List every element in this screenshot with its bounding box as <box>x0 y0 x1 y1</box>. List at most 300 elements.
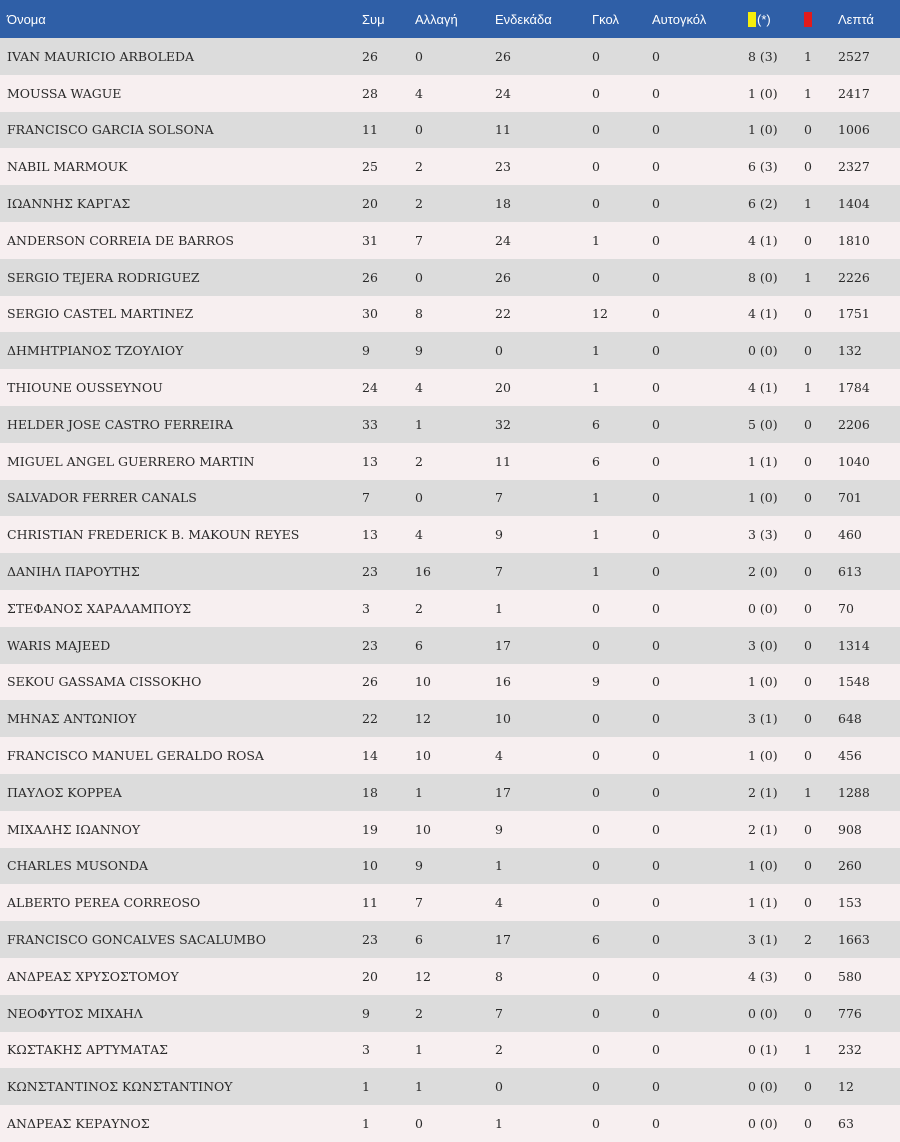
cell-apps: 24 <box>362 380 378 396</box>
cell-red-cards: 0 <box>804 1005 812 1021</box>
cell-red-cards: 0 <box>804 490 812 506</box>
cell-name: SALVADOR FERRER CANALS <box>7 490 197 506</box>
cell-starts: 22 <box>495 306 511 322</box>
yellow-card-icon <box>748 12 756 27</box>
cell-red-cards: 1 <box>804 1042 812 1058</box>
table-row <box>0 516 900 553</box>
cell-subs: 4 <box>415 380 423 396</box>
cell-apps: 20 <box>362 968 378 984</box>
cell-own-goals: 0 <box>652 858 660 874</box>
cell-yellow-cards: 4 (1) <box>748 380 778 396</box>
cell-subs: 12 <box>415 968 431 984</box>
table-row <box>0 737 900 774</box>
cell-minutes: 1751 <box>838 306 870 322</box>
cell-subs: 0 <box>415 122 423 138</box>
cell-minutes: 1548 <box>838 674 870 690</box>
cell-own-goals: 0 <box>652 416 660 432</box>
cell-subs: 0 <box>415 490 423 506</box>
table-row <box>0 553 900 590</box>
cell-name: ΜΗΝΑΣ ΑΝΤΩΝΙΟΥ <box>7 711 137 727</box>
cell-name: ANDERSON CORREIA DE BARROS <box>7 232 234 248</box>
cell-yellow-cards: 1 (1) <box>748 895 778 911</box>
cell-subs: 7 <box>415 895 423 911</box>
cell-subs: 10 <box>415 674 431 690</box>
cell-starts: 7 <box>495 564 503 580</box>
cell-apps: 11 <box>362 895 378 911</box>
cell-apps: 23 <box>362 564 378 580</box>
cell-own-goals: 0 <box>652 232 660 248</box>
cell-subs: 6 <box>415 932 423 948</box>
header-starts[interactable]: Ενδεκάδα <box>495 11 552 27</box>
cell-own-goals: 0 <box>652 968 660 984</box>
table-row <box>0 700 900 737</box>
cell-starts: 17 <box>495 932 511 948</box>
cell-yellow-cards: 3 (1) <box>748 711 778 727</box>
cell-subs: 1 <box>415 784 423 800</box>
header-subs[interactable]: Αλλαγή <box>415 11 458 27</box>
table-row <box>0 259 900 296</box>
cell-yellow-cards: 3 (0) <box>748 637 778 653</box>
table-row <box>0 1068 900 1105</box>
cell-red-cards: 0 <box>804 122 812 138</box>
cell-red-cards: 0 <box>804 343 812 359</box>
cell-subs: 1 <box>415 416 423 432</box>
cell-yellow-cards: 1 (0) <box>748 85 778 101</box>
cell-goals: 0 <box>592 196 600 212</box>
cell-subs: 0 <box>415 269 423 285</box>
cell-own-goals: 0 <box>652 1042 660 1058</box>
cell-subs: 2 <box>415 1005 423 1021</box>
header-own-goals[interactable]: Αυτογκόλ <box>652 11 707 27</box>
cell-own-goals: 0 <box>652 932 660 948</box>
table-row <box>0 590 900 627</box>
cell-starts: 24 <box>495 85 511 101</box>
cell-minutes: 2327 <box>838 159 870 175</box>
cell-minutes: 2226 <box>838 269 870 285</box>
cell-yellow-cards: 6 (2) <box>748 196 778 212</box>
cell-minutes: 1006 <box>838 122 870 138</box>
cell-yellow-cards: 1 (1) <box>748 453 778 469</box>
cell-red-cards: 1 <box>804 784 812 800</box>
table-row <box>0 369 900 406</box>
cell-own-goals: 0 <box>652 1116 660 1131</box>
cell-starts: 32 <box>495 416 511 432</box>
cell-goals: 0 <box>592 269 600 285</box>
cell-own-goals: 0 <box>652 1079 660 1095</box>
cell-subs: 2 <box>415 600 423 616</box>
cell-starts: 18 <box>495 196 511 212</box>
cell-apps: 1 <box>362 1079 370 1095</box>
cell-starts: 4 <box>495 895 503 911</box>
table-row <box>0 112 900 149</box>
cell-minutes: 613 <box>838 564 862 580</box>
cell-red-cards: 1 <box>804 269 812 285</box>
cell-red-cards: 0 <box>804 821 812 837</box>
cell-starts: 0 <box>495 343 503 359</box>
cell-starts: 7 <box>495 490 503 506</box>
cell-yellow-cards: 4 (3) <box>748 968 778 984</box>
cell-starts: 1 <box>495 600 503 616</box>
cell-apps: 9 <box>362 1005 370 1021</box>
cell-minutes: 1404 <box>838 196 870 212</box>
cell-name: SERGIO TEJERA RODRIGUEZ <box>7 269 200 285</box>
cell-own-goals: 0 <box>652 748 660 764</box>
cell-own-goals: 0 <box>652 490 660 506</box>
cell-yellow-cards: 2 (0) <box>748 564 778 580</box>
cell-own-goals: 0 <box>652 380 660 396</box>
cell-name: THIOUNE OUSSEYNOU <box>7 380 163 396</box>
cell-subs: 8 <box>415 306 423 322</box>
table-row <box>0 921 900 958</box>
cell-minutes: 70 <box>838 600 854 616</box>
cell-minutes: 232 <box>838 1042 862 1058</box>
cell-goals: 0 <box>592 637 600 653</box>
cell-subs: 6 <box>415 637 423 653</box>
cell-goals: 0 <box>592 748 600 764</box>
cell-name: ΠΑΥΛΟΣ ΚΟΡΡΕΑ <box>7 784 122 800</box>
cell-starts: 4 <box>495 748 503 764</box>
cell-red-cards: 0 <box>804 232 812 248</box>
cell-red-cards: 0 <box>804 711 812 727</box>
cell-goals: 0 <box>592 159 600 175</box>
cell-minutes: 908 <box>838 821 862 837</box>
cell-yellow-cards: 4 (1) <box>748 306 778 322</box>
table-row <box>0 148 900 185</box>
cell-apps: 10 <box>362 858 378 874</box>
cell-yellow-cards: 0 (0) <box>748 1116 778 1131</box>
cell-subs: 1 <box>415 1079 423 1095</box>
cell-red-cards: 0 <box>804 1116 812 1131</box>
cell-subs: 0 <box>415 48 423 64</box>
cell-apps: 23 <box>362 637 378 653</box>
header-goals[interactable]: Γκολ <box>592 11 619 27</box>
cell-name: SEKOU GASSAMA CISSOKHO <box>7 674 202 690</box>
cell-starts: 10 <box>495 711 511 727</box>
cell-starts: 26 <box>495 269 511 285</box>
cell-goals: 1 <box>592 564 600 580</box>
cell-own-goals: 0 <box>652 122 660 138</box>
header-name[interactable]: Όνομα <box>7 11 46 27</box>
cell-red-cards: 0 <box>804 527 812 543</box>
cell-starts: 2 <box>495 1042 503 1058</box>
cell-red-cards: 0 <box>804 674 812 690</box>
table-row <box>0 222 900 259</box>
cell-starts: 11 <box>495 453 511 469</box>
cell-name: IVAN MAURICIO ARBOLEDA <box>7 48 195 64</box>
cell-goals: 0 <box>592 858 600 874</box>
cell-red-cards: 0 <box>804 600 812 616</box>
cell-minutes: 1810 <box>838 232 870 248</box>
table-row <box>0 958 900 995</box>
cell-apps: 30 <box>362 306 378 322</box>
cell-own-goals: 0 <box>652 453 660 469</box>
cell-apps: 13 <box>362 453 378 469</box>
cell-yellow-cards: 3 (1) <box>748 932 778 948</box>
cell-starts: 1 <box>495 858 503 874</box>
cell-subs: 4 <box>415 527 423 543</box>
table-row <box>0 480 900 517</box>
cell-goals: 6 <box>592 453 600 469</box>
cell-goals: 0 <box>592 1079 600 1095</box>
table-row <box>0 75 900 112</box>
cell-minutes: 132 <box>838 343 862 359</box>
table-row <box>0 332 900 369</box>
cell-starts: 0 <box>495 1079 503 1095</box>
cell-own-goals: 0 <box>652 306 660 322</box>
cell-starts: 1 <box>495 1116 503 1131</box>
cell-name: FRANCISCO MANUEL GERALDO ROSA <box>7 748 264 764</box>
cell-own-goals: 0 <box>652 85 660 101</box>
cell-own-goals: 0 <box>652 48 660 64</box>
cell-starts: 7 <box>495 1005 503 1021</box>
cell-goals: 1 <box>592 527 600 543</box>
cell-yellow-cards: 0 (0) <box>748 1005 778 1021</box>
cell-minutes: 1784 <box>838 380 870 396</box>
cell-red-cards: 1 <box>804 196 812 212</box>
cell-red-cards: 2 <box>804 932 812 948</box>
cell-apps: 3 <box>362 1042 370 1058</box>
header-yellow-cards[interactable]: (*) <box>748 0 804 38</box>
cell-red-cards: 1 <box>804 85 812 101</box>
cell-red-cards: 0 <box>804 858 812 874</box>
cell-red-cards: 1 <box>804 380 812 396</box>
cell-apps: 25 <box>362 159 378 175</box>
cell-minutes: 1288 <box>838 784 870 800</box>
cell-starts: 16 <box>495 674 511 690</box>
cell-red-cards: 0 <box>804 306 812 322</box>
cell-red-cards: 0 <box>804 968 812 984</box>
table-body <box>0 38 900 1142</box>
table-row <box>0 774 900 811</box>
cell-yellow-cards: 0 (0) <box>748 1079 778 1095</box>
cell-yellow-cards: 1 (0) <box>748 674 778 690</box>
cell-yellow-cards: 1 (0) <box>748 748 778 764</box>
cell-red-cards: 0 <box>804 1079 812 1095</box>
cell-red-cards: 0 <box>804 748 812 764</box>
cell-goals: 6 <box>592 416 600 432</box>
cell-apps: 26 <box>362 48 378 64</box>
cell-name: ΚΩΣΤΑΚΗΣ ΑΡΤΥΜΑΤΑΣ <box>7 1042 169 1058</box>
cell-apps: 26 <box>362 269 378 285</box>
cell-starts: 9 <box>495 527 503 543</box>
cell-apps: 13 <box>362 527 378 543</box>
cell-starts: 9 <box>495 821 503 837</box>
cell-name: ALBERTO PEREA CORREOSO <box>7 895 201 911</box>
cell-starts: 17 <box>495 637 511 653</box>
cell-minutes: 2527 <box>838 48 870 64</box>
table-row <box>0 664 900 701</box>
cell-minutes: 1663 <box>838 932 870 948</box>
cell-yellow-cards: 1 (0) <box>748 490 778 506</box>
cell-apps: 31 <box>362 232 378 248</box>
cell-apps: 20 <box>362 196 378 212</box>
cell-subs: 7 <box>415 232 423 248</box>
table-row <box>0 848 900 885</box>
cell-minutes: 2417 <box>838 85 870 101</box>
cell-own-goals: 0 <box>652 895 660 911</box>
table-row <box>0 811 900 848</box>
table-row <box>0 38 900 75</box>
cell-subs: 1 <box>415 1042 423 1058</box>
cell-name: NABIL MARMOUK <box>7 159 128 175</box>
cell-yellow-cards: 3 (3) <box>748 527 778 543</box>
cell-goals: 0 <box>592 85 600 101</box>
cell-name: WARIS MAJEED <box>7 637 111 653</box>
cell-yellow-cards: 5 (0) <box>748 416 778 432</box>
cell-subs: 0 <box>415 1116 423 1131</box>
cell-name: ΜΙΧΑΛΗΣ ΙΩΑΝΝΟΥ <box>7 821 141 837</box>
cell-apps: 26 <box>362 674 378 690</box>
cell-apps: 7 <box>362 490 370 506</box>
cell-name: MOUSSA WAGUE <box>7 85 122 101</box>
table-row <box>0 1105 900 1142</box>
cell-goals: 1 <box>592 380 600 396</box>
cell-goals: 0 <box>592 1042 600 1058</box>
cell-apps: 1 <box>362 1116 370 1131</box>
cell-name: ΙΩΑΝΝΗΣ ΚΑΡΓΑΣ <box>7 196 131 212</box>
cell-apps: 14 <box>362 748 378 764</box>
table-row <box>0 1032 900 1069</box>
cell-goals: 0 <box>592 895 600 911</box>
cell-name: ΣΤΕΦΑΝΟΣ ΧΑΡΑΛΑΜΠΟΥΣ <box>7 600 192 616</box>
cell-starts: 20 <box>495 380 511 396</box>
cell-starts: 11 <box>495 122 511 138</box>
cell-yellow-cards: 0 (1) <box>748 1042 778 1058</box>
cell-minutes: 460 <box>838 527 862 543</box>
cell-goals: 0 <box>592 968 600 984</box>
cell-minutes: 1040 <box>838 453 870 469</box>
cell-subs: 4 <box>415 85 423 101</box>
cell-yellow-cards: 0 (0) <box>748 600 778 616</box>
cell-own-goals: 0 <box>652 637 660 653</box>
cell-own-goals: 0 <box>652 821 660 837</box>
cell-name: MIGUEL ANGEL GUERRERO MARTIN <box>7 453 255 469</box>
cell-apps: 19 <box>362 821 378 837</box>
cell-goals: 0 <box>592 48 600 64</box>
cell-own-goals: 0 <box>652 711 660 727</box>
cell-red-cards: 0 <box>804 416 812 432</box>
cell-starts: 17 <box>495 784 511 800</box>
cell-own-goals: 0 <box>652 527 660 543</box>
cell-starts: 8 <box>495 968 503 984</box>
cell-goals: 9 <box>592 674 600 690</box>
cell-yellow-cards: 1 (0) <box>748 858 778 874</box>
cell-red-cards: 0 <box>804 895 812 911</box>
cell-starts: 23 <box>495 159 511 175</box>
table-row <box>0 296 900 333</box>
table-row <box>0 443 900 480</box>
header-minutes[interactable]: Λεπτά <box>838 11 874 27</box>
cell-minutes: 701 <box>838 490 862 506</box>
cell-subs: 9 <box>415 343 423 359</box>
cell-minutes: 776 <box>838 1005 862 1021</box>
cell-minutes: 2206 <box>838 416 870 432</box>
cell-name: ΔΗΜΗΤΡΙΑΝΟΣ ΤΖΟΥΛΙΟΥ <box>7 343 184 359</box>
cell-starts: 24 <box>495 232 511 248</box>
cell-own-goals: 0 <box>652 159 660 175</box>
cell-goals: 1 <box>592 343 600 359</box>
cell-yellow-cards: 0 (0) <box>748 343 778 359</box>
cell-goals: 0 <box>592 821 600 837</box>
cell-name: FRANCISCO GARCIA SOLSONA <box>7 122 214 138</box>
cell-subs: 10 <box>415 821 431 837</box>
header-red-cards[interactable] <box>804 0 838 38</box>
header-apps[interactable]: Συμ <box>362 11 385 27</box>
cell-name: CHARLES MUSONDA <box>7 858 148 874</box>
table-row <box>0 995 900 1032</box>
cell-subs: 16 <box>415 564 431 580</box>
cell-own-goals: 0 <box>652 564 660 580</box>
cell-goals: 0 <box>592 1116 600 1131</box>
cell-yellow-cards: 8 (3) <box>748 48 778 64</box>
cell-minutes: 1314 <box>838 637 870 653</box>
cell-name: ΝΕΟΦΥΤΟΣ ΜΙΧΑΗΛ <box>7 1005 143 1021</box>
cell-apps: 23 <box>362 932 378 948</box>
cell-apps: 3 <box>362 600 370 616</box>
table-header-row <box>0 0 900 38</box>
cell-subs: 2 <box>415 196 423 212</box>
cell-yellow-cards: 4 (1) <box>748 232 778 248</box>
cell-subs: 12 <box>415 711 431 727</box>
cell-yellow-cards: 8 (0) <box>748 269 778 285</box>
cell-apps: 11 <box>362 122 378 138</box>
cell-red-cards: 0 <box>804 159 812 175</box>
cell-red-cards: 0 <box>804 453 812 469</box>
cell-subs: 2 <box>415 453 423 469</box>
cell-starts: 26 <box>495 48 511 64</box>
cell-name: CHRISTIAN FREDERICK B. MAKOUN REYES <box>7 527 300 543</box>
cell-red-cards: 0 <box>804 564 812 580</box>
cell-minutes: 580 <box>838 968 862 984</box>
cell-apps: 33 <box>362 416 378 432</box>
cell-goals: 0 <box>592 122 600 138</box>
cell-goals: 0 <box>592 711 600 727</box>
cell-own-goals: 0 <box>652 343 660 359</box>
cell-apps: 28 <box>362 85 378 101</box>
cell-minutes: 456 <box>838 748 862 764</box>
table-row <box>0 884 900 921</box>
cell-own-goals: 0 <box>652 269 660 285</box>
cell-minutes: 63 <box>838 1116 854 1131</box>
cell-name: ΑΝΔΡΕΑΣ ΚΕΡΑΥΝΟΣ <box>7 1116 150 1131</box>
cell-name: ΚΩΝΣΤΑΝΤΙΝΟΣ ΚΩΝΣΤΑΝΤΙΝΟΥ <box>7 1079 233 1095</box>
cell-subs: 9 <box>415 858 423 874</box>
cell-own-goals: 0 <box>652 1005 660 1021</box>
cell-yellow-cards: 2 (1) <box>748 784 778 800</box>
cell-goals: 0 <box>592 600 600 616</box>
table-row <box>0 406 900 443</box>
cell-goals: 0 <box>592 784 600 800</box>
cell-minutes: 12 <box>838 1079 854 1095</box>
cell-apps: 18 <box>362 784 378 800</box>
cell-yellow-cards: 1 (0) <box>748 122 778 138</box>
table-row <box>0 627 900 664</box>
cell-apps: 9 <box>362 343 370 359</box>
cell-goals: 12 <box>592 306 608 322</box>
cell-name: FRANCISCO GONCALVES SACALUMBO <box>7 932 266 948</box>
cell-name: ΔΑΝΙΗΛ ΠΑΡΟΥΤΗΣ <box>7 564 140 580</box>
cell-own-goals: 0 <box>652 674 660 690</box>
table-row <box>0 185 900 222</box>
cell-minutes: 648 <box>838 711 862 727</box>
cell-minutes: 260 <box>838 858 862 874</box>
cell-red-cards: 0 <box>804 637 812 653</box>
cell-name: SERGIO CASTEL MARTINEZ <box>7 306 194 322</box>
cell-yellow-cards: 6 (3) <box>748 159 778 175</box>
cell-goals: 1 <box>592 232 600 248</box>
cell-name: ΑΝΔΡΕΑΣ ΧΡΥΣΟΣΤΟΜΟΥ <box>7 968 179 984</box>
cell-own-goals: 0 <box>652 784 660 800</box>
